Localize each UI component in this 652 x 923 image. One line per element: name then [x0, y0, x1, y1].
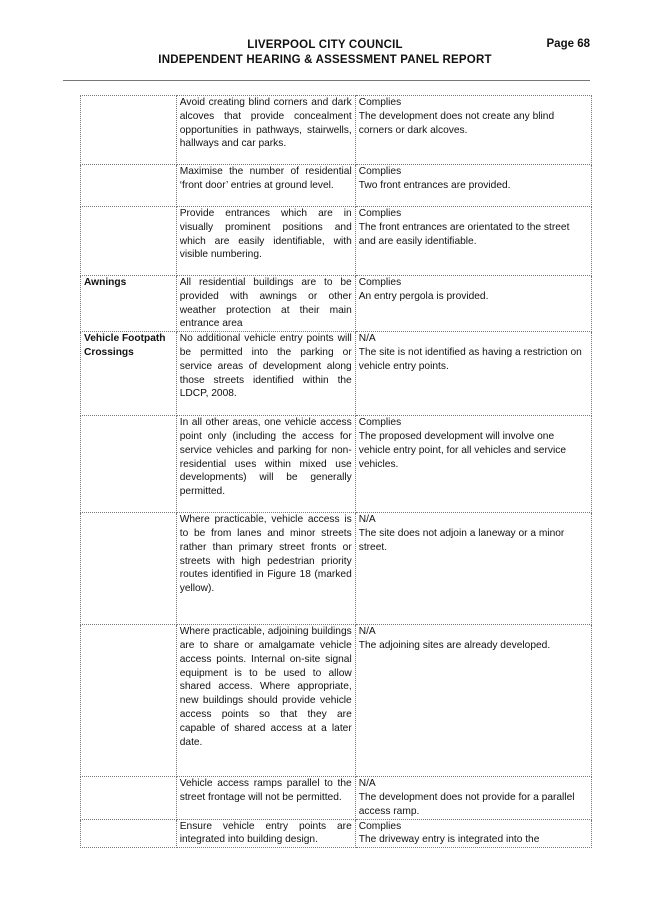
- control-cell: No additional vehicle entry points will be permitted into the parking or service areas of development along those streets identified within the LDCP, 2008.: [176, 332, 355, 416]
- topic-cell: [81, 777, 177, 819]
- assessment-cell: [355, 513, 591, 625]
- assessment-cell: [355, 165, 591, 207]
- assessment-cell: [355, 819, 591, 848]
- topic-cell: Awnings: [81, 276, 177, 332]
- comment-text: The development does not provide for a parallel access ramp.: [358, 791, 575, 817]
- control-cell: Maximise the number of residential ‘front door’ entries at ground level.: [176, 165, 355, 207]
- status-label: Complies: [358, 820, 402, 832]
- table-row: [81, 276, 592, 332]
- table-row: [81, 332, 592, 416]
- assessment-cell: [355, 207, 591, 276]
- page-header: [60, 38, 590, 68]
- status-label: Complies: [358, 277, 402, 288]
- comment-text: The adjoining sites are already developed.: [358, 639, 551, 651]
- control-cell: All residential buildings are to be provided with awnings or other weather protection at their main entrance area: [176, 276, 355, 332]
- status-label: Complies: [358, 97, 402, 108]
- status-label: N/A: [358, 333, 376, 345]
- comment-text: The site is not identified as having a restriction on vehicle entry points.: [358, 346, 582, 372]
- comment-text: The driveway entry is integrated into the: [358, 834, 540, 846]
- assessment-cell: [355, 332, 591, 416]
- control-cell: Provide entrances which are in visually prominent positions and which are easily identifiable, with visible numbering.: [176, 207, 355, 276]
- table-row: [81, 777, 592, 819]
- status-label: N/A: [358, 514, 376, 526]
- topic-cell: Vehicle Footpath Crossings: [81, 332, 177, 416]
- status-label: N/A: [358, 626, 376, 638]
- assessment-cell: [355, 625, 591, 777]
- control-cell: In all other areas, one vehicle access point only (including the access for service vehicles and parking for non-residential uses within mixed use developments) will be generally permitted.: [176, 416, 355, 513]
- topic-cell: [81, 416, 177, 513]
- report-title: INDEPENDENT HEARING & ASSESSMENT PANEL REPORT: [158, 54, 492, 66]
- table-row: [81, 165, 592, 207]
- table-row: [81, 625, 592, 777]
- control-cell: Avoid creating blind corners and dark alcoves that provide concealment opportunities in pathways, stairwells, hallways and car parks.: [176, 96, 355, 165]
- status-label: Complies: [358, 208, 402, 219]
- comment-text: The front entrances are orientated to the street and are easily identifiable.: [358, 221, 570, 247]
- control-cell: Vehicle access ramps parallel to the street frontage will not be permitted.: [176, 777, 355, 819]
- table-row: [81, 207, 592, 276]
- assessment-cell: [355, 416, 591, 513]
- topic-cell: [81, 819, 177, 848]
- page-number: Page 68: [546, 38, 590, 50]
- assessment-cell: [355, 276, 591, 332]
- table-row: [81, 819, 592, 848]
- status-label: Complies: [358, 166, 402, 177]
- control-cell: Where practicable, vehicle access is to be from lanes and minor streets rather than primary street fronts or streets with high pedestrian priority routes identified in Figure 18 (marked yellow).: [176, 513, 355, 625]
- status-label: N/A: [358, 778, 376, 790]
- assessment-cell: [355, 777, 591, 819]
- assessment-cell: [355, 96, 591, 165]
- status-label: Complies: [358, 417, 402, 429]
- header-rule: [63, 80, 590, 81]
- topic-cell: [81, 165, 177, 207]
- table-row: [81, 96, 592, 165]
- comment-text: The development does not create any blind corners or dark alcoves.: [358, 110, 555, 136]
- council-name: LIVERPOOL CITY COUNCIL: [247, 39, 403, 51]
- table-row: [81, 416, 592, 513]
- control-cell: Ensure vehicle entry points are integrated into building design.: [176, 819, 355, 848]
- topic-cell: [81, 207, 177, 276]
- comment-text: Two front entrances are provided.: [358, 179, 511, 191]
- topic-cell: [81, 625, 177, 777]
- comment-text: An entry pergola is provided.: [358, 290, 489, 302]
- topic-cell: [81, 513, 177, 625]
- table-row: [81, 513, 592, 625]
- topic-cell: [81, 96, 177, 165]
- comment-text: The proposed development will involve one vehicle entry point, for all vehicles and service vehicles.: [358, 430, 566, 470]
- comment-text: The site does not adjoin a laneway or a minor street.: [358, 527, 565, 553]
- compliance-table: [80, 95, 592, 848]
- control-cell: Where practicable, adjoining buildings are to share or amalgamate vehicle access points. Internal on-site signal equipment is to be used to allow shared access. Where appropriate, new buildings should provide vehicle access points so that they are capable of shared access at a later date.: [176, 625, 355, 777]
